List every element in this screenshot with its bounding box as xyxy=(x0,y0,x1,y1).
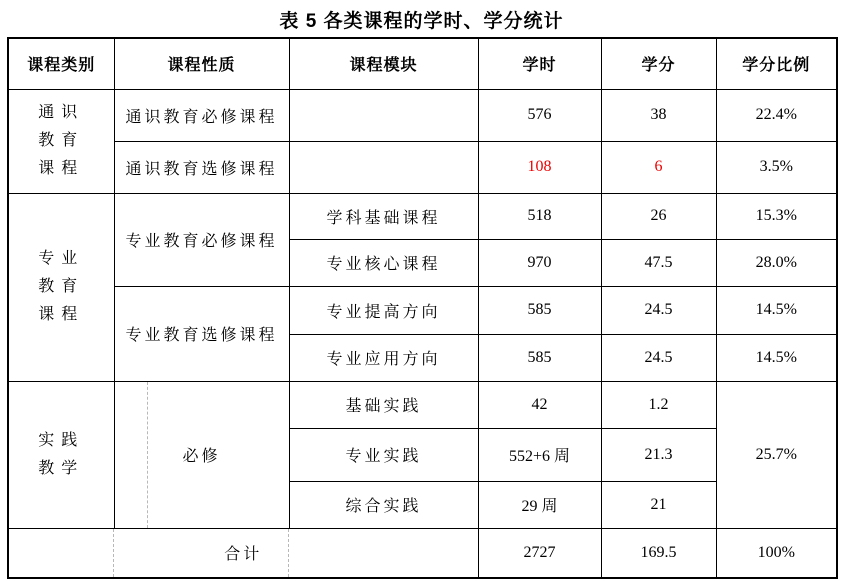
module-cell: 专业核心课程 xyxy=(289,239,478,286)
hours-cell: 970 xyxy=(478,239,601,286)
module-cell: 专业实践 xyxy=(289,428,478,481)
ratio-cell-practice-merged: 25.7% xyxy=(716,381,837,528)
header-course-nature: 课程性质 xyxy=(114,38,289,89)
module-cell xyxy=(289,89,478,141)
credits-cell: 21 xyxy=(601,481,716,528)
table-row xyxy=(8,141,837,193)
category-line: 教学 xyxy=(38,459,85,477)
ratio-cell: 22.4% xyxy=(716,89,837,141)
category-line: 教育 xyxy=(38,132,85,149)
table-row-total xyxy=(8,528,837,578)
table-row xyxy=(8,286,837,334)
category-cell-practice xyxy=(8,381,114,528)
ratio-cell: 14.5% xyxy=(716,286,837,334)
nature-label: 必修 xyxy=(182,448,221,465)
nature-cell: 专业教育必修课程 xyxy=(114,193,289,286)
header-course-module: 课程模块 xyxy=(289,38,478,89)
nature-cell-practice-required xyxy=(114,381,289,528)
total-credits-cell: 169.5 xyxy=(601,528,716,578)
total-label: 合计 xyxy=(224,546,263,564)
credits-cell: 24.5 xyxy=(601,286,716,334)
category-cell-general xyxy=(8,89,114,193)
ratio-cell: 3.5% xyxy=(716,141,837,193)
credits-cell: 21.3 xyxy=(601,428,716,481)
credits-cell: 47.5 xyxy=(601,239,716,286)
category-line: 专业 xyxy=(38,250,85,267)
nature-cell: 专业教育选修课程 xyxy=(114,286,289,381)
header-hours: 学时 xyxy=(478,38,601,89)
header-course-category: 课程类别 xyxy=(8,38,114,89)
ratio-cell: 28.0% xyxy=(716,239,837,286)
module-cell: 学科基础课程 xyxy=(289,193,478,239)
credits-cell: 24.5 xyxy=(601,334,716,381)
course-stats-table xyxy=(7,37,838,579)
total-hours-cell: 2727 xyxy=(478,528,601,578)
ratio-cell: 14.5% xyxy=(716,334,837,381)
module-cell xyxy=(289,141,478,193)
hours-cell-highlighted: 108 xyxy=(478,141,601,193)
table-row xyxy=(8,89,837,141)
module-cell: 专业应用方向 xyxy=(289,334,478,381)
hours-cell: 42 xyxy=(478,381,601,428)
credits-cell: 1.2 xyxy=(601,381,716,428)
hours-cell: 29 周 xyxy=(478,481,601,528)
nature-cell: 通识教育选修课程 xyxy=(114,141,289,193)
category-line: 通识 xyxy=(38,104,85,121)
hours-cell: 585 xyxy=(478,286,601,334)
merged-cell-dashed-divider xyxy=(288,529,289,578)
ratio-cell: 15.3% xyxy=(716,193,837,239)
category-line: 课程 xyxy=(38,160,85,177)
table-row xyxy=(8,193,837,239)
table-row xyxy=(8,381,837,428)
header-credits: 学分 xyxy=(601,38,716,89)
nature-cell: 通识教育必修课程 xyxy=(114,89,289,141)
category-line: 实践 xyxy=(38,431,85,449)
hours-cell: 552+6 周 xyxy=(478,428,601,481)
header-credit-ratio: 学分比例 xyxy=(716,38,837,89)
module-cell: 专业提高方向 xyxy=(289,286,478,334)
credits-cell-highlighted: 6 xyxy=(601,141,716,193)
table-title: 表 5 各类课程的学时、学分统计 xyxy=(279,11,564,32)
total-ratio-cell: 100% xyxy=(716,528,837,578)
module-cell: 综合实践 xyxy=(289,481,478,528)
credits-cell: 38 xyxy=(601,89,716,141)
hours-cell: 576 xyxy=(478,89,601,141)
hours-cell: 585 xyxy=(478,334,601,381)
table-header-row xyxy=(8,38,837,89)
category-line: 教育 xyxy=(38,278,85,295)
merged-cell-dashed-divider xyxy=(147,382,148,528)
category-line: 课程 xyxy=(38,306,85,323)
total-label-cell xyxy=(8,528,478,578)
hours-cell: 518 xyxy=(478,193,601,239)
module-cell: 基础实践 xyxy=(289,381,478,428)
credits-cell: 26 xyxy=(601,193,716,239)
merged-cell-dashed-divider xyxy=(113,529,114,578)
category-cell-professional xyxy=(8,193,114,381)
